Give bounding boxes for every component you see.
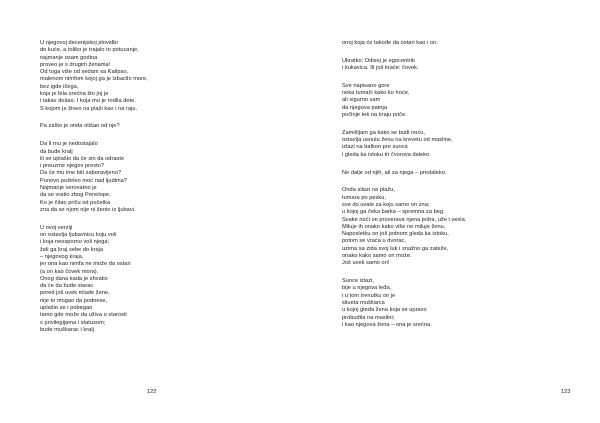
verse-line: probudila na maslini;: [342, 314, 395, 321]
stanza: [40, 123, 280, 130]
stanza: [342, 83, 582, 119]
verse-line: S kojom je živeo na plaži kao i na raju.: [40, 105, 138, 112]
verse-line: i kao njegova žena – ona je srećna.: [342, 321, 432, 328]
verse-line: potom se vraća u dvorac,: [342, 238, 407, 245]
page-number: 122: [147, 389, 157, 395]
stanza: [342, 58, 582, 73]
verse-line: Ko je čitao priču od početka: [40, 199, 111, 206]
verse-line: U ovoj verziji: [40, 224, 73, 231]
verse-line: onako kako samo on može.: [342, 253, 412, 260]
verse-line: i takav došao. I koja mu je rodila dete.: [40, 98, 136, 105]
verse-line: Naposletku on još jednom gleda ka istoku,: [342, 231, 449, 238]
stanza: [342, 40, 582, 47]
verse-line: bude muškarac i kralj: [40, 326, 94, 333]
verse-line: Zamišljam ga kako se budi noću,: [342, 129, 426, 136]
verse-line: da bude kralj: [40, 148, 73, 155]
verse-line: Onog dana kada je shvatio: [40, 275, 108, 282]
verse-line: i kukavica. Ili još kraće: čovek.: [342, 65, 419, 72]
verse-line: da se vratio zbog Penelope.: [40, 192, 111, 199]
verse-line: ili se uplašio da će sin da odraste: [40, 155, 125, 162]
verse-line: Sve napisano gore: [342, 82, 390, 89]
verse-line: (a on kao čovek mora).: [40, 268, 99, 275]
verse-line: on ostavlja ljubavnicu koju voli: [40, 232, 117, 239]
verse-line: ali sigurno sam: [342, 97, 381, 104]
stanza: [40, 225, 280, 334]
verse-line: Ukratko: Odisej je egocentrik: [342, 57, 415, 64]
verse-line: uplašio se i pobegao: [40, 305, 93, 311]
verse-line: Pa zašto je ondа otišao od nje?: [40, 123, 120, 130]
verse-line: Sunce izlazi,: [342, 278, 375, 285]
verse-line: Onda silazi na plažu,: [342, 187, 395, 194]
verse-line: bez igde ičega,: [40, 83, 79, 90]
stanza: [40, 141, 280, 214]
verse-line: Svake noći on proverava njena jedra, uže i vesla.: [342, 216, 467, 223]
verse-line: Najmanje verovatno je: [40, 185, 97, 192]
poem-text: [40, 40, 280, 345]
verse-line: zna da se njom nije ni ženio iz ljubavi.: [40, 206, 136, 213]
verse-line: da će da bude starac: [40, 283, 94, 290]
verse-line: Ne dalje od njih, ali za njega – predaleko.: [342, 169, 447, 176]
poem-text: [342, 40, 582, 340]
stanza: [342, 170, 582, 177]
verse-line: ostavlja usnulu ženu na krevetu od masline,: [342, 137, 453, 144]
verse-line: onoj koja će takođe da ostari kao i on.: [342, 40, 438, 46]
stanza: [342, 278, 582, 329]
verse-line: Ponovo poželeo moć nad ljudima?: [40, 177, 128, 184]
verse-line: u kojoj ga čeka barka – spremna za beg.: [342, 209, 445, 216]
verse-line: i gleda ka istoku tri čvorova daleko.: [342, 151, 431, 158]
verse-line: sve do uvale za koju samo on zna;: [342, 201, 430, 208]
verse-line: proveo je s drugim ženama!: [40, 61, 111, 68]
verse-line: i koja neosporno voli njega;: [40, 239, 110, 246]
stanza: [342, 130, 582, 159]
verse-line: Od toga više od sedam sa Kalipso,: [40, 69, 129, 76]
verse-line: želi ga kraj sebe do kraja: [40, 246, 104, 253]
page-number: 123: [561, 389, 571, 395]
verse-line: – njegovog kraja,: [40, 253, 84, 260]
verse-line: silueta muškarca: [342, 300, 385, 307]
verse-line: koja je bila srećna što joj je: [40, 91, 109, 98]
verse-line: Da će mu ime biti zaboravljeno?: [40, 170, 122, 177]
verse-line: jer ona kao nimfa ne može da ostari: [40, 261, 131, 268]
verse-line: bije u njegova leđa,: [342, 285, 392, 292]
verse-line: do kuće, a toliko je trajalo to potucanje,: [40, 47, 139, 54]
verse-line: uzima sa zida svoj luk i snažno ga zateže,: [342, 245, 449, 252]
verse-line: u kojoj gleda žena koja se upravo: [342, 307, 427, 314]
verse-line: tamo gde može da uživa u starosti: [40, 312, 127, 319]
right-page: [300, 0, 600, 423]
verse-line: i preuzme njegov presto?: [40, 163, 105, 170]
verse-line: malenom nimfom kojoj ga je izbacilo more,: [40, 76, 148, 83]
verse-line: i u tom trenutku on je: [342, 292, 396, 299]
stanza: [40, 40, 280, 113]
verse-line: najmanje osam godina: [40, 54, 98, 61]
verse-line: Još uvek samo on!: [342, 260, 390, 267]
verse-line: U njegovoj decenijskoj plovidbi: [40, 40, 118, 46]
verse-line: da njegova patnja: [342, 104, 388, 111]
verse-line: tumara po pesku,: [342, 194, 387, 201]
verse-line: s privilegijama i statusom;: [40, 319, 106, 326]
verse-line: izlazi na balkon pre sunca: [342, 144, 408, 151]
stanza: [342, 187, 582, 267]
verse-line: počinje tek na kraju priče.: [342, 112, 407, 119]
verse-line: pored još uvek mlade žene,: [40, 290, 110, 297]
verse-line: nije to mogao da podnese,: [40, 297, 108, 304]
verse-line: neka tumači kako ko hoće,: [342, 90, 410, 97]
verse-line: Miluje ih onako kako više ne miluje ženu.: [342, 223, 446, 230]
verse-line: Da li mu je nedostajalo: [40, 141, 98, 148]
